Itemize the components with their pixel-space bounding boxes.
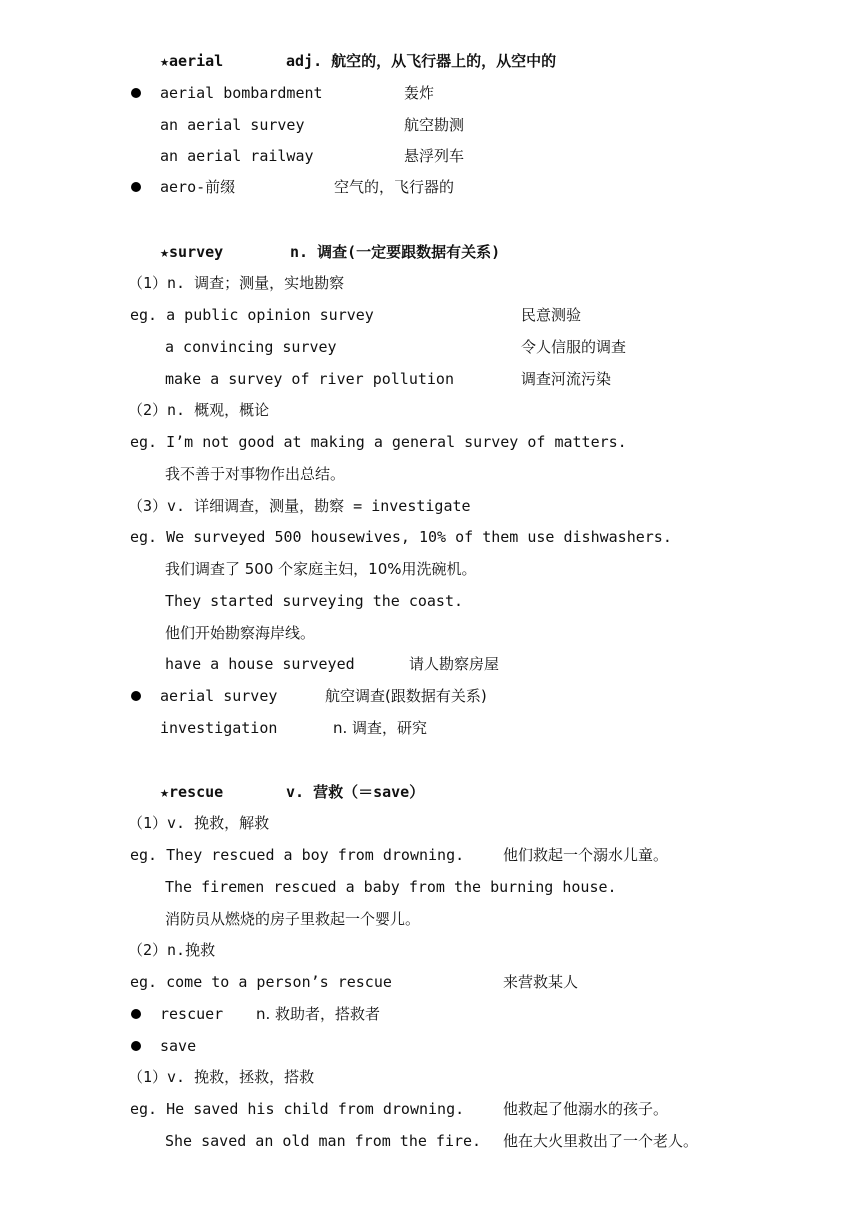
example-en: eg. They rescued a boy from drowning. bbox=[130, 846, 465, 864]
example-zh: 我们调查了 500 个家庭主妇，10%用洗碗机。 bbox=[165, 560, 477, 578]
related-en: aerial survey bbox=[160, 687, 278, 705]
example-en: have a house surveyed bbox=[165, 655, 355, 673]
phrase-en: an aerial railway bbox=[160, 147, 314, 165]
related-en: rescuer bbox=[160, 1005, 224, 1023]
example-zh: 来营救某人 bbox=[503, 973, 579, 991]
sense-line: （3）v. 详细调查，测量，勘察 = investigate bbox=[128, 497, 471, 515]
example-en: She saved an old man from the fire. bbox=[165, 1132, 482, 1150]
aerial-definition: adj. 航空的，从飞行器上的，从空中的 bbox=[286, 52, 557, 70]
related-zh: n. 调查，研究 bbox=[333, 719, 428, 737]
phrase-en: an aerial survey bbox=[160, 116, 305, 134]
example-en: eg. I’m not good at making a general survey of matters. bbox=[130, 433, 627, 451]
example-zh: 调查河流污染 bbox=[521, 370, 612, 388]
example-zh: 民意测验 bbox=[521, 306, 582, 324]
sense-line: （2）n.挽救 bbox=[128, 941, 216, 959]
related-en: save bbox=[160, 1037, 197, 1055]
sense-line: （2）n. 概观，概论 bbox=[128, 401, 270, 419]
example-zh: 令人信服的调查 bbox=[521, 338, 627, 356]
phrase-zh: 轰炸 bbox=[404, 84, 435, 102]
sense-line: （1）v. 挽救，解救 bbox=[128, 814, 270, 832]
phrase-en: aerial bombardment bbox=[160, 84, 323, 102]
headword-rescue: ★rescue bbox=[160, 783, 224, 801]
example-zh: 他们开始勘察海岸线。 bbox=[165, 624, 316, 642]
headword-aerial: ★aerial bbox=[160, 52, 224, 70]
example-en: eg. We surveyed 500 housewives, 10% of them use dishwashers. bbox=[130, 528, 672, 546]
related-zh: n. 救助者，搭救者 bbox=[256, 1005, 381, 1023]
sense-line: （1）n. 调查；测量，实地勘察 bbox=[128, 274, 345, 292]
phrase-zh: 悬浮列车 bbox=[404, 147, 465, 165]
example-zh: 消防员从燃烧的房子里救起一个婴儿。 bbox=[165, 910, 421, 928]
related-en: aero-前缀 bbox=[160, 178, 236, 196]
example-en: They started surveying the coast. bbox=[165, 592, 464, 610]
sense-line: （1）v. 挽救，拯救，搭救 bbox=[128, 1068, 315, 1086]
bullet-icon bbox=[131, 88, 141, 98]
example-zh: 他救起了他溺水的孩子。 bbox=[503, 1100, 669, 1118]
phrase-zh: 航空勘测 bbox=[404, 116, 465, 134]
bullet-icon bbox=[131, 1009, 141, 1019]
example-en: eg. a public opinion survey bbox=[130, 306, 374, 324]
rescue-definition: v. 营救（＝save） bbox=[286, 783, 425, 801]
example-en: The firemen rescued a baby from the burning house. bbox=[165, 878, 617, 896]
example-zh: 请人勘察房屋 bbox=[409, 655, 500, 673]
headword-survey: ★survey bbox=[160, 243, 224, 261]
related-zh: 空气的，飞行器的 bbox=[334, 178, 455, 196]
example-zh: 我不善于对事物作出总结。 bbox=[165, 465, 346, 483]
survey-definition: n. 调查(一定要跟数据有关系) bbox=[290, 243, 501, 261]
related-zh: 航空调查(跟数据有关系) bbox=[325, 687, 487, 705]
bullet-icon bbox=[131, 1041, 141, 1051]
bullet-icon bbox=[131, 182, 141, 192]
example-zh: 他在大火里救出了一个老人。 bbox=[503, 1132, 699, 1150]
example-en: eg. He saved his child from drowning. bbox=[130, 1100, 465, 1118]
example-zh: 他们救起一个溺水儿童。 bbox=[503, 846, 669, 864]
example-en: a convincing survey bbox=[165, 338, 337, 356]
related-en: investigation bbox=[160, 719, 278, 737]
example-en: eg. come to a person’s rescue bbox=[130, 973, 392, 991]
bullet-icon bbox=[131, 691, 141, 701]
example-en: make a survey of river pollution bbox=[165, 370, 454, 388]
